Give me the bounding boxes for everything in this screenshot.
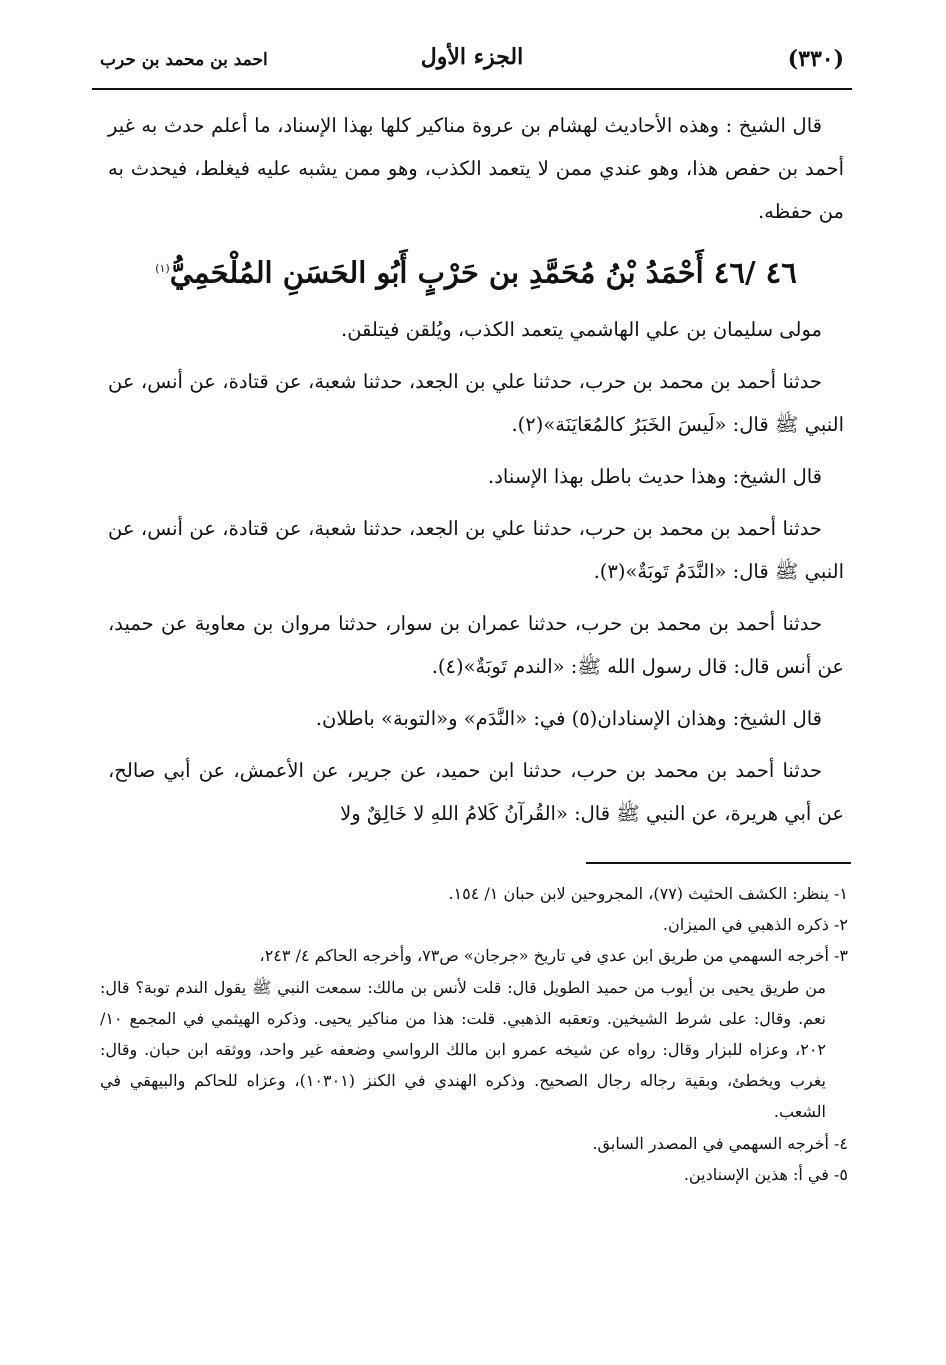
footnote-divider (586, 862, 851, 864)
paragraph-3: حدثنا أحمد بن محمد بن حرب، حدثنا علي بن الجعد، حدثنا شعبة، عن قتادة، عن أنس، عن النبي ﷺ قال: «لَيسَ الخَبَرُ كالمُعَايَنَة»(٢). (108, 369, 844, 436)
paragraph-2: مولى سليمان بن علي الهاشمي يتعمد الكذب، ويُلقن فيتلقن. (341, 317, 822, 341)
footnote-3-first-line: ٣- أخرجه السهمي من طريق ابن عدي في تاريخ «جرجان» ص٧٣، وأخرجه الحاكم ٤/ ٢٤٣، (259, 946, 848, 966)
footnote-4: ٤- أخرجه السهمي في المصدر السابق. (592, 1133, 848, 1153)
paragraph-1: قال الشيخ : وهذه الأحاديث لهشام بن عروة مناكير كلها بهذا الإسناد، ما أعلم حدث به غير أحمد بن حفص هذا، وهو عندي ممن لا يتعمد الكذب، وهو ممن يشبه عليه فيغلط، فيحدث به من حفظه. (108, 114, 844, 223)
entry-footnote-ref: (١) (155, 262, 170, 275)
page-number: (٣٣٠) (787, 46, 844, 72)
running-title: احمد بن محمد بن حرب (100, 50, 268, 70)
paragraph-7: قال الشيخ: وهذان الإسنادان(٥) في: «النَّدَم» و«التوبة» باطلان. (315, 706, 822, 730)
main-text (108, 104, 844, 844)
footnote-3-continuation: من طريق يحيى بن أيوب من حميد الطويل قال: قلت لأنس بن مالك: سمعت النبي ﷺ يقول الندم توبة؟ قال: نعم. وقال: على شرط الشيخين. وتعقبه الذهبي. قلت: هذا من مناكير يحيى. وذكره الهيثمي في المجمع ١٠/ ٢٠٢، وعزاه للبزار وقال: رواه عن شيخه عمرو ابن مالك الرواسي وضعفه غير واحد، ووثقه ابن حبان. وقال: يغرب ويخطئ، وبقية رجاله رجال الصحيح. وذكره الهندي في الكنز (١٠٣٠١)، وعزاه للحاكم والبيهقي في الشعب. (100, 977, 826, 1122)
footnote-2: ٢- ذكره الذهبي في الميزان. (662, 915, 848, 935)
paragraph-4: قال الشيخ: وهذا حديث باطل بهذا الإسناد. (488, 464, 822, 488)
entry-heading-text: ٤٦ /٤٦ أَحْمَدُ بْنُ مُحَمَّدِ بن حَرْبٍ أَبُو الحَسَنِ المُلْحَمِيُّ (169, 255, 797, 290)
paragraph-6: حدثنا أحمد بن محمد بن حرب، حدثنا عمران بن سوار، حدثنا مروان بن معاوية عن حميد، عن أنس قال: قال رسول الله ﷺ: «الندم تَوبَةٌ»(٤). (108, 611, 844, 678)
header-divider (92, 88, 852, 90)
footnotes (100, 878, 848, 1190)
footnote-1: ١- ينظر: الكشف الحثيث (٧٧)، المجروحين لابن حبان ١/ ١٥٤. (448, 884, 848, 903)
entry-heading (108, 242, 844, 300)
footnote-5: ٥- في أ: هذين الإسنادين. (683, 1164, 848, 1184)
volume-title: الجزء الأول (420, 44, 524, 70)
paragraph-8: حدثنا أحمد بن محمد بن حرب، حدثنا ابن حميد، عن جرير، عن الأعمش، عن أبي صالح، عن أبي هريرة، عن النبي ﷺ قال: «القُرآنُ كَلامُ اللهِ لا خَالِقٌ ولا (108, 758, 844, 825)
paragraph-5: حدثنا أحمد بن محمد بن حرب، حدثنا علي بن الجعد، حدثنا شعبة، عن قتادة، عن أنس، عن النبي ﷺ قال: «النَّدَمُ تَوبَةٌ»(٣). (108, 516, 844, 583)
page-header (92, 42, 852, 88)
